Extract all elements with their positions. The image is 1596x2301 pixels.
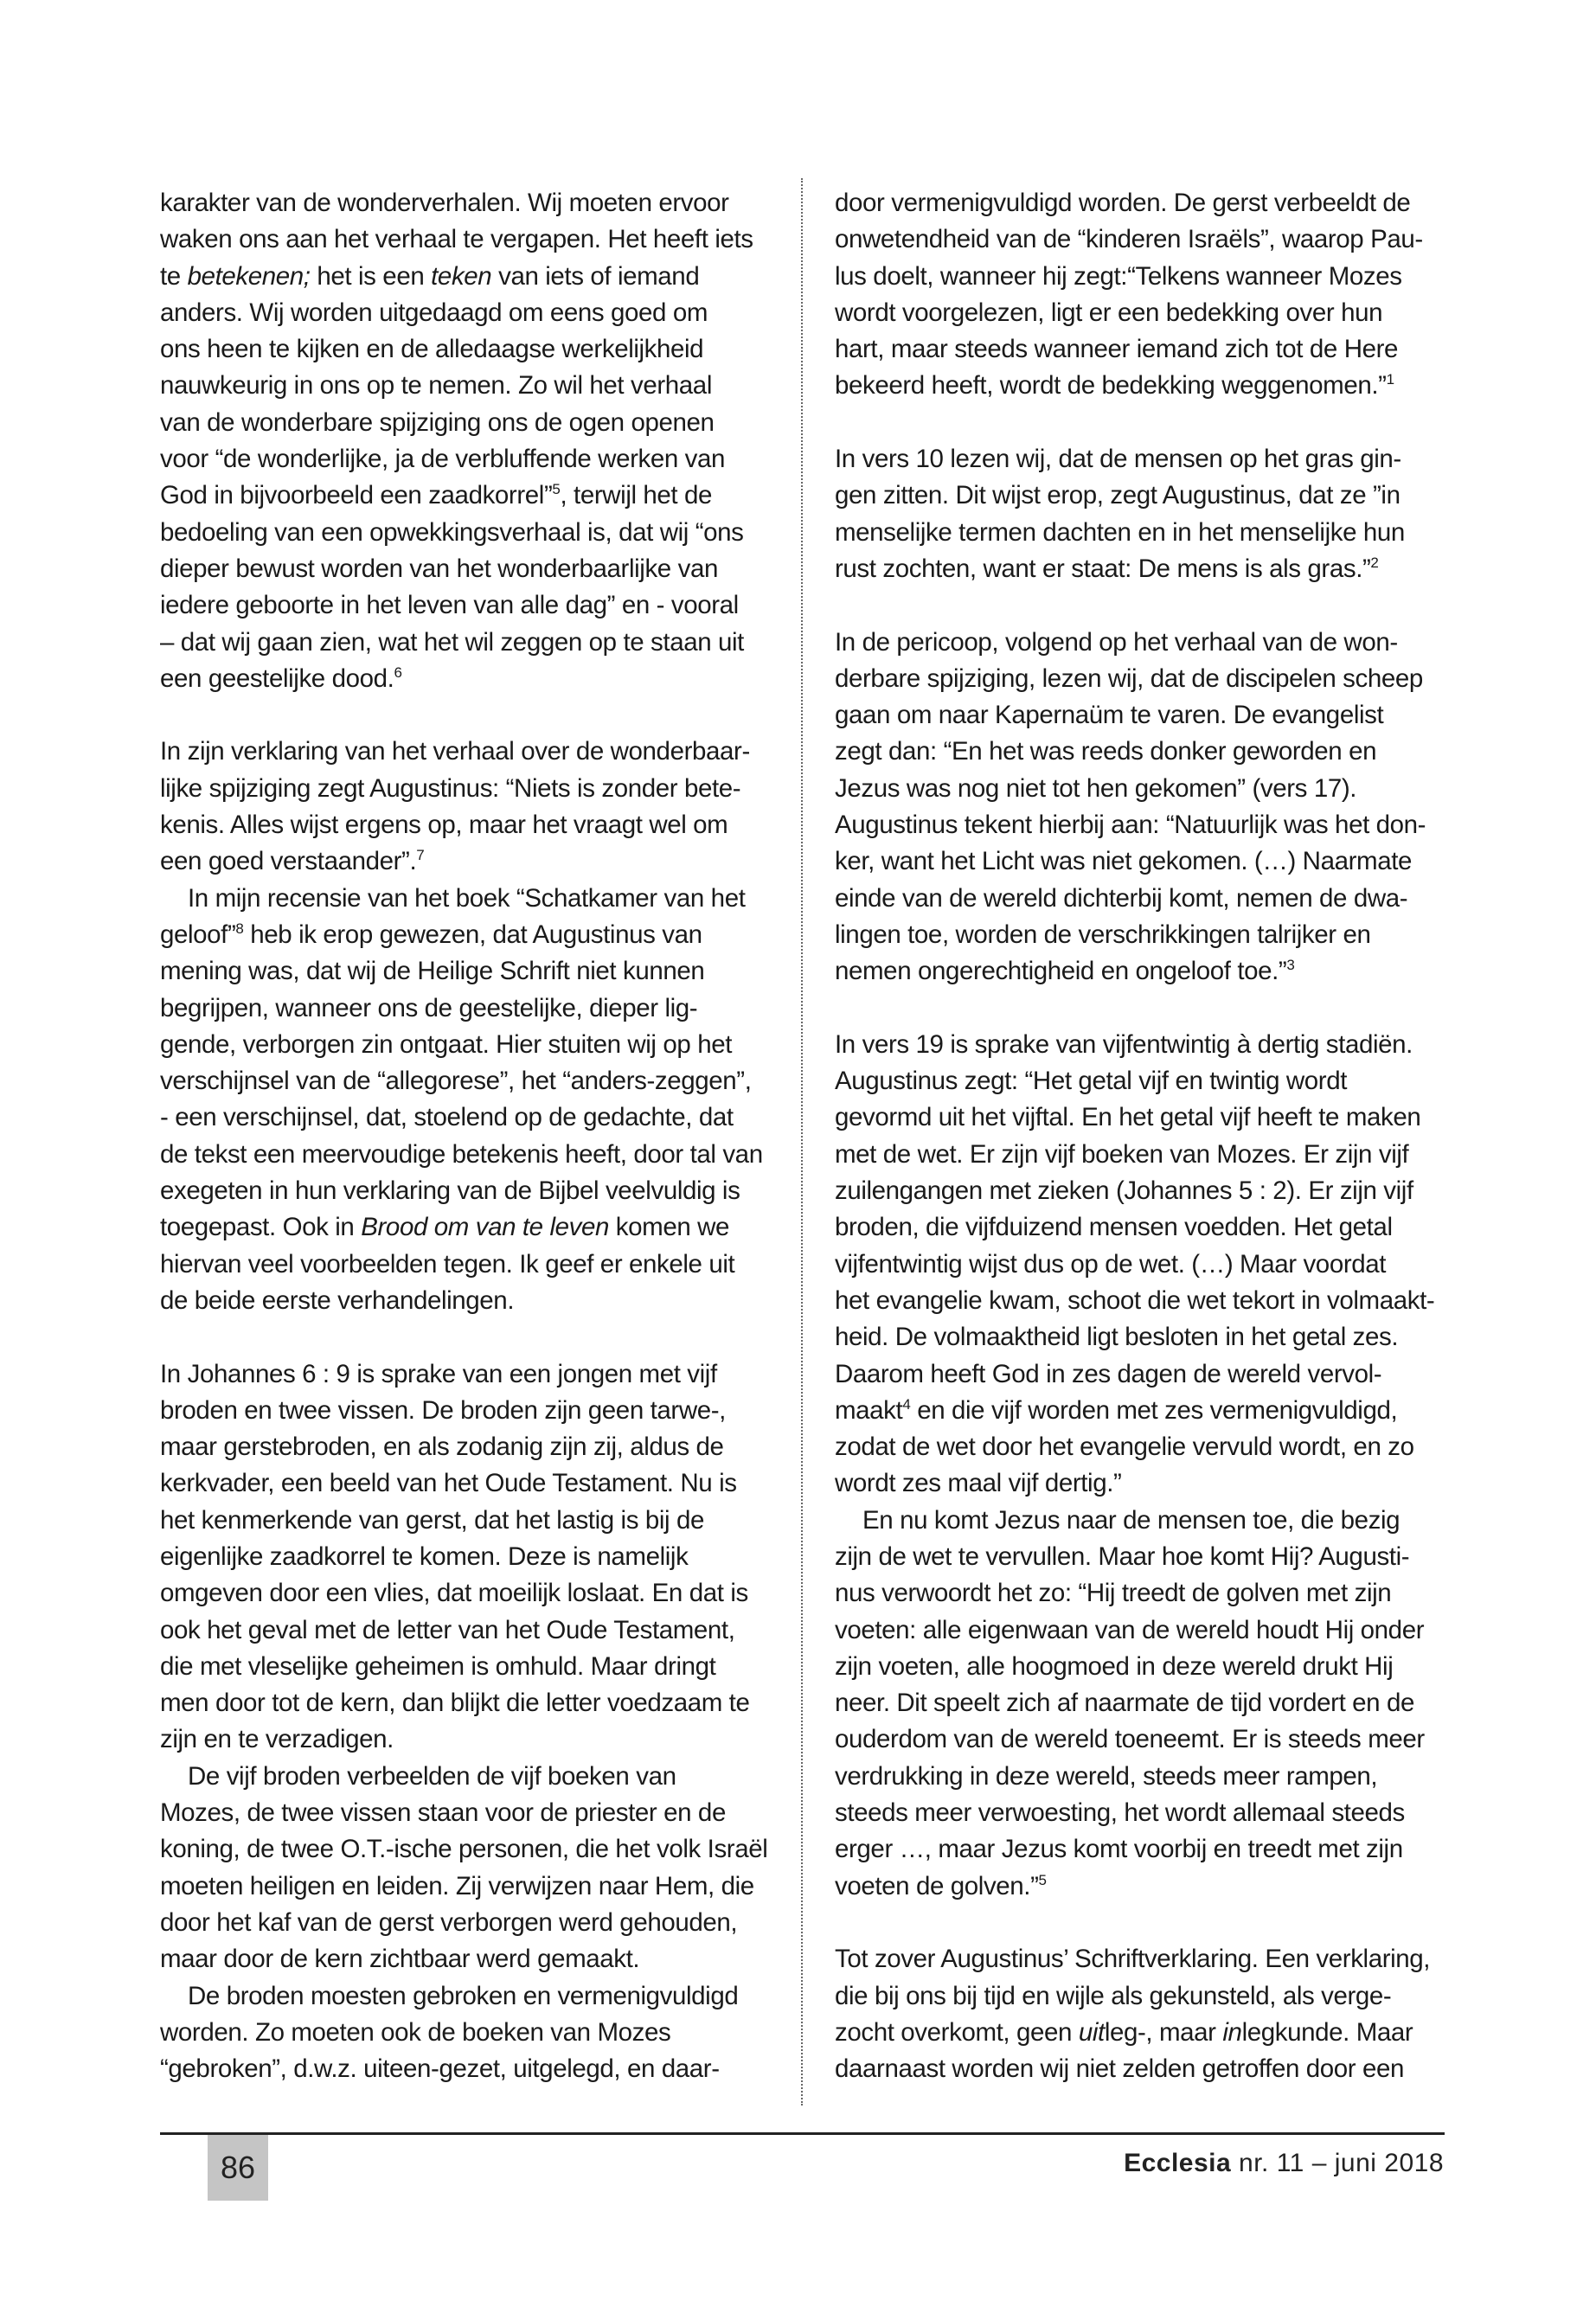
text-line bbox=[160, 1173, 776, 1209]
text-line bbox=[160, 1099, 776, 1136]
text-segment: menselijke termen dachten en in het menselijke hun bbox=[835, 517, 1405, 547]
text-segment: koning, de twee O.T.-ische personen, die het volk Israël bbox=[160, 1835, 768, 1864]
text-line bbox=[835, 331, 1451, 368]
text-segment: lus doelt, wanneer hij zegt:“Telkens wanneer Mozes bbox=[835, 261, 1402, 291]
text-segment: begrijpen, wanneer ons de geestelijke, dieper lig- bbox=[160, 993, 698, 1022]
text-segment: exegeten in hun verklaring van de Bijbel veelvuldig is bbox=[160, 1176, 740, 1206]
text-line bbox=[160, 1721, 776, 1758]
text-segment: maakt bbox=[835, 1395, 903, 1425]
text-line bbox=[835, 295, 1451, 331]
text-segment: – dat wij gaan zien, wat het wil zeggen op te staan uit bbox=[160, 627, 744, 657]
text-line bbox=[160, 405, 776, 441]
paragraph bbox=[160, 1978, 776, 2088]
paragraph bbox=[160, 881, 776, 1320]
text-segment: In de pericoop, volgend op het verhaal van de won- bbox=[835, 627, 1398, 657]
text-segment: legkunde. Maar bbox=[1241, 2017, 1413, 2047]
text-line bbox=[835, 259, 1451, 295]
text-segment: gevormd uit het vijftal. En het getal vijf heeft te maken bbox=[835, 1103, 1421, 1132]
text-line bbox=[160, 953, 776, 990]
text-line bbox=[160, 917, 776, 953]
text-line bbox=[160, 661, 776, 697]
text-line bbox=[835, 1393, 1451, 1429]
text-line bbox=[835, 1539, 1451, 1575]
text-segment: van de wonderbare spijziging ons de ogen openen bbox=[160, 407, 715, 437]
text-line bbox=[160, 1759, 776, 1795]
text-line bbox=[160, 1941, 776, 1977]
text-segment: God in bijvoorbeeld een zaadkorrel” bbox=[160, 481, 553, 510]
text-line bbox=[835, 881, 1451, 917]
text-segment: neer. Dit speelt zich af naarmate de tijd vordert en de bbox=[835, 1689, 1414, 1718]
italic-text: in bbox=[1222, 2017, 1242, 2047]
text-segment: geloof” bbox=[160, 920, 236, 949]
text-segment: gaan om naar Kapernaüm te varen. De evangelist bbox=[835, 701, 1384, 730]
text-segment: broden en twee vissen. De broden zijn geen tarwe-, bbox=[160, 1395, 726, 1425]
text-line bbox=[160, 1978, 776, 2015]
text-segment: De vijf broden verbeelden de vijf boeken van bbox=[188, 1761, 676, 1791]
text-line bbox=[160, 1209, 776, 1246]
text-line bbox=[835, 1649, 1451, 1685]
text-line bbox=[160, 1868, 776, 1905]
text-segment: een goed verstaander”. bbox=[160, 847, 417, 876]
text-segment: Augustinus zegt: “Het getal vijf en twintig wordt bbox=[835, 1067, 1348, 1096]
text-line bbox=[835, 1099, 1451, 1136]
text-line bbox=[160, 295, 776, 331]
journal-issue bbox=[1124, 2149, 1444, 2178]
text-segment: zodat de wet door het evangelie vervuld wordt, en zo bbox=[835, 1433, 1414, 1462]
text-line bbox=[835, 1575, 1451, 1612]
text-segment: Mozes, de twee vissen staan voor de priester en de bbox=[160, 1798, 726, 1828]
text-segment: zocht overkomt, geen bbox=[835, 2017, 1079, 2047]
paragraph bbox=[835, 1941, 1451, 2087]
text-segment: en die vijf worden met zes vermenigvuldigd, bbox=[910, 1395, 1398, 1425]
text-segment: bekeerd heeft, wordt de bedekking weggenomen.” bbox=[835, 371, 1387, 401]
text-line bbox=[835, 478, 1451, 514]
text-segment: In vers 10 lezen wij, dat de mensen op het gras gin- bbox=[835, 445, 1401, 474]
page-number: 86 bbox=[208, 2135, 268, 2201]
text-line bbox=[835, 1319, 1451, 1356]
text-segment: een geestelijke dood. bbox=[160, 663, 394, 693]
text-segment: , terwijl het de bbox=[560, 481, 713, 510]
paragraph bbox=[835, 441, 1451, 587]
text-segment: karakter van de wonderverhalen. Wij moeten ervoor bbox=[160, 189, 729, 217]
text-line bbox=[160, 1649, 776, 1685]
text-line bbox=[835, 2051, 1451, 2087]
text-segment: het is een bbox=[310, 261, 432, 291]
text-segment: voor “de wonderlijke, ja de verbluffende werken van bbox=[160, 445, 726, 474]
text-line bbox=[835, 441, 1451, 478]
text-segment: verschijnsel van de “allegorese”, het “anders-zeggen”, bbox=[160, 1067, 752, 1096]
text-line bbox=[160, 478, 776, 514]
text-segment: De broden moesten gebroken en vermenigvuldigd bbox=[188, 1981, 739, 2010]
text-segment: die bij ons bij tijd en wijle als gekunsteld, als verge- bbox=[835, 1981, 1392, 2010]
italic-text: betekenen; bbox=[187, 261, 311, 291]
text-segment: de beide eerste verhandelingen. bbox=[160, 1285, 515, 1315]
text-segment: onwetendheid van de “kinderen Israëls”, waarop Pau- bbox=[835, 225, 1423, 254]
text-line bbox=[835, 1685, 1451, 1721]
text-segment: ons heen te kijken en de alledaagse werkelijkheid bbox=[160, 335, 704, 364]
text-line bbox=[160, 843, 776, 880]
text-segment: gen zitten. Dit wijst erop, zegt Augustinus, dat ze ”in bbox=[835, 481, 1401, 510]
text-segment: verdrukking in deze wereld, steeds meer rampen, bbox=[835, 1761, 1378, 1791]
text-segment: daarnaast worden wij niet zelden getroffen door een bbox=[835, 2054, 1405, 2084]
text-segment: hart, maar steeds wanneer iemand zich tot de Here bbox=[835, 335, 1399, 364]
text-segment: zegt dan: “En het was reeds donker geworden en bbox=[835, 737, 1377, 766]
text-segment: In zijn verklaring van het verhaal over de wonderbaar- bbox=[160, 737, 750, 766]
text-line bbox=[835, 1027, 1451, 1063]
text-segment: die met vleselijke geheimen is omhuld. Maar dringt bbox=[160, 1651, 716, 1681]
issue-label: nr. 11 – juni 2018 bbox=[1231, 2149, 1444, 2177]
text-segment: het kenmerkende van gerst, dat het lastig is bij de bbox=[160, 1505, 704, 1535]
text-segment: heb ik erop gewezen, dat Augustinus van bbox=[243, 920, 702, 949]
text-line bbox=[835, 2015, 1451, 2051]
text-segment: En nu komt Jezus naar de mensen toe, die bezig bbox=[862, 1505, 1401, 1535]
text-line bbox=[835, 1283, 1451, 1319]
left-column bbox=[160, 185, 776, 2087]
text-segment: moeten heiligen en leiden. Zij verwijzen naar Hem, die bbox=[160, 1871, 754, 1900]
text-segment: van iets of iemand bbox=[491, 261, 700, 291]
text-segment: rust zochten, want er staat: De mens is als gras.” bbox=[835, 554, 1371, 583]
text-line bbox=[160, 990, 776, 1027]
text-segment: einde van de wereld dichterbij komt, nemen de dwa- bbox=[835, 883, 1408, 913]
text-segment: maar gerstebroden, en als zodanig zijn zij, aldus de bbox=[160, 1433, 724, 1462]
text-segment: met de wet. Er zijn vijf boeken van Mozes. Er zijn vijf bbox=[835, 1139, 1409, 1169]
text-segment: “gebroken”, d.w.z. uiteen-gezet, uitgelegd, en daar- bbox=[160, 2054, 720, 2084]
text-line bbox=[835, 368, 1451, 404]
text-segment: door het kaf van de gerst verborgen werd gehouden, bbox=[160, 1907, 738, 1937]
text-line bbox=[835, 697, 1451, 734]
paragraph bbox=[835, 1503, 1451, 1905]
text-line bbox=[835, 1137, 1451, 1173]
text-segment: de tekst een meervoudige betekenis heeft, door tal van bbox=[160, 1139, 763, 1169]
text-line bbox=[835, 1209, 1451, 1246]
text-segment: zijn voeten, alle hoogmoed in deze wereld drukt Hij bbox=[835, 1651, 1394, 1681]
text-line bbox=[835, 1356, 1451, 1393]
footnote-reference: 8 bbox=[235, 920, 244, 938]
column-divider bbox=[801, 178, 803, 2106]
text-line bbox=[835, 1063, 1451, 1099]
text-segment: mening was, dat wij de Heilige Schrift niet kunnen bbox=[160, 957, 705, 986]
text-line bbox=[835, 1868, 1451, 1905]
text-line bbox=[835, 1721, 1451, 1758]
text-line bbox=[835, 1503, 1451, 1539]
text-line bbox=[835, 515, 1451, 551]
text-line bbox=[835, 917, 1451, 953]
paragraph bbox=[160, 185, 776, 697]
text-line bbox=[160, 771, 776, 807]
text-segment: steeds meer verwoesting, het wordt allemaal steeds bbox=[835, 1798, 1405, 1828]
text-segment: Tot zover Augustinus’ Schriftverklaring. Een verklaring, bbox=[835, 1945, 1431, 1974]
text-line bbox=[160, 368, 776, 404]
text-line bbox=[835, 1429, 1451, 1465]
footer-rule bbox=[160, 2132, 1445, 2135]
text-segment: zijn de wet te vervullen. Maar hoe komt Hij? Augusti- bbox=[835, 1541, 1410, 1571]
text-segment: hiervan veel voorbeelden tegen. Ik geef er enkele uit bbox=[160, 1249, 735, 1279]
text-line bbox=[160, 1283, 776, 1319]
paragraph bbox=[160, 734, 776, 880]
text-segment: kerkvader, een beeld van het Oude Testament. Nu is bbox=[160, 1469, 737, 1498]
footnote-reference: 1 bbox=[1386, 371, 1394, 388]
text-segment: het evangelie kwam, schoot die wet tekort in volmaakt- bbox=[835, 1285, 1435, 1315]
text-line bbox=[160, 734, 776, 770]
text-line bbox=[160, 1503, 776, 1539]
italic-text: Brood om van te leven bbox=[361, 1213, 610, 1242]
text-line bbox=[160, 1612, 776, 1649]
paragraph bbox=[160, 1759, 776, 1978]
text-line bbox=[835, 625, 1451, 661]
journal-name: Ecclesia bbox=[1124, 2149, 1232, 2177]
text-segment: dieper bewust worden van het wonderbaarlijke van bbox=[160, 554, 718, 583]
text-line bbox=[835, 807, 1451, 843]
text-segment: vijfentwintig wijst dus op de wet. (…) Maar voordat bbox=[835, 1249, 1387, 1279]
text-line bbox=[835, 661, 1451, 697]
text-segment: kenis. Alles wijst ergens op, maar het vraagt wel om bbox=[160, 811, 728, 840]
text-line bbox=[160, 2015, 776, 2051]
text-segment: - een verschijnsel, dat, stoelend op de gedachte, dat bbox=[160, 1103, 734, 1132]
footnote-reference: 2 bbox=[1370, 554, 1379, 572]
text-line bbox=[160, 625, 776, 661]
text-segment: gende, verborgen zin ontgaat. Hier stuiten wij op het bbox=[160, 1029, 733, 1059]
text-segment: leg-, maar bbox=[1104, 2017, 1223, 2047]
text-segment: komen we bbox=[609, 1213, 730, 1242]
text-line bbox=[160, 1027, 776, 1063]
text-line bbox=[835, 1795, 1451, 1831]
italic-text: teken bbox=[431, 261, 492, 291]
text-line bbox=[835, 1941, 1451, 1977]
text-segment: erger …, maar Jezus komt voorbij en treedt met zijn bbox=[835, 1835, 1403, 1864]
text-segment: door vermenigvuldigd worden. De gerst verbeeldt de bbox=[835, 189, 1411, 217]
text-line bbox=[835, 185, 1451, 221]
text-line bbox=[160, 551, 776, 587]
text-line bbox=[835, 1759, 1451, 1795]
text-line bbox=[160, 259, 776, 295]
footnote-reference: 4 bbox=[902, 1395, 911, 1413]
text-line bbox=[835, 734, 1451, 770]
text-line bbox=[835, 1612, 1451, 1649]
text-line bbox=[160, 587, 776, 624]
text-line bbox=[160, 515, 776, 551]
text-line bbox=[160, 1393, 776, 1429]
text-line bbox=[160, 1795, 776, 1831]
text-line bbox=[160, 2051, 776, 2087]
text-line bbox=[835, 1173, 1451, 1209]
text-line bbox=[160, 1575, 776, 1612]
text-segment: lingen toe, worden de verschrikkingen talrijker en bbox=[835, 920, 1371, 949]
text-line bbox=[160, 1831, 776, 1868]
text-line bbox=[835, 551, 1451, 587]
italic-text: uit bbox=[1078, 2017, 1105, 2047]
text-segment: In vers 19 is sprake van vijfentwintig à dertig stadiën. bbox=[835, 1029, 1413, 1059]
text-segment: voeten de golven.” bbox=[835, 1871, 1039, 1900]
text-segment: toegepast. Ook in bbox=[160, 1213, 362, 1242]
text-segment: derbare spijziging, lezen wij, dat de discipelen scheep bbox=[835, 663, 1423, 693]
text-line bbox=[835, 1465, 1451, 1502]
text-line bbox=[160, 441, 776, 478]
text-line bbox=[160, 881, 776, 917]
text-line bbox=[835, 221, 1451, 258]
text-segment: ouderdom van de wereld toeneemt. Er is steeds meer bbox=[835, 1725, 1425, 1754]
text-line bbox=[160, 1905, 776, 1941]
text-line bbox=[160, 807, 776, 843]
text-segment: te bbox=[160, 261, 188, 291]
text-segment: Jezus was nog niet tot hen gekomen” (vers 17). bbox=[835, 773, 1357, 803]
text-segment: iedere geboorte in het leven van alle dag” en - vooral bbox=[160, 591, 739, 620]
text-segment: In Johannes 6 : 9 is sprake van een jongen met vijf bbox=[160, 1359, 717, 1388]
text-segment: omgeven door een vlies, dat moeilijk loslaat. En dat is bbox=[160, 1579, 748, 1608]
text-line bbox=[835, 843, 1451, 880]
text-segment: nauwkeurig in ons op te nemen. Zo wil het verhaal bbox=[160, 371, 712, 401]
text-line bbox=[160, 1356, 776, 1393]
text-segment: heid. De volmaaktheid ligt besloten in het getal zes. bbox=[835, 1323, 1399, 1352]
text-segment: ker, want het Licht was niet gekomen. (…) Naarmate bbox=[835, 847, 1412, 876]
text-segment: broden, die vijfduizend mensen voedden. Het getal bbox=[835, 1213, 1393, 1242]
text-line bbox=[160, 1685, 776, 1721]
footnote-reference: 7 bbox=[416, 847, 425, 864]
text-line bbox=[835, 1831, 1451, 1868]
paragraph bbox=[835, 1027, 1451, 1503]
text-line bbox=[160, 1429, 776, 1465]
text-segment: Daarom heeft God in zes dagen de wereld vervol- bbox=[835, 1359, 1382, 1388]
text-segment: zuilengangen met zieken (Johannes 5 : 2). Er zijn vijf bbox=[835, 1176, 1413, 1206]
footnote-reference: 3 bbox=[1286, 957, 1295, 974]
text-segment: eigenlijke zaadkorrel te komen. Deze is namelijk bbox=[160, 1541, 689, 1571]
text-segment: worden. Zo moeten ook de boeken van Mozes bbox=[160, 2017, 671, 2047]
text-segment: nus verwoordt het zo: “Hij treedt de golven met zijn bbox=[835, 1579, 1392, 1608]
text-line bbox=[160, 221, 776, 258]
footnote-reference: 5 bbox=[1038, 1871, 1047, 1888]
text-segment: wordt zes maal vijf dertig.” bbox=[835, 1469, 1122, 1498]
text-segment: Augustinus tekent hierbij aan: “Natuurlijk was het don- bbox=[835, 811, 1426, 840]
footnote-reference: 6 bbox=[394, 664, 402, 682]
text-line bbox=[160, 331, 776, 368]
text-segment: In mijn recensie van het boek “Schatkamer van het bbox=[188, 883, 746, 913]
text-line bbox=[160, 1465, 776, 1502]
text-segment: bedoeling van een opwekkingsverhaal is, dat wij “ons bbox=[160, 517, 744, 547]
text-line bbox=[160, 1063, 776, 1099]
paragraph bbox=[160, 1356, 776, 1759]
text-segment: men door tot de kern, dan blijkt die letter voedzaam te bbox=[160, 1689, 750, 1718]
text-segment: lijke spijziging zegt Augustinus: “Niets is zonder bete- bbox=[160, 773, 741, 803]
text-line bbox=[160, 1247, 776, 1283]
text-segment: ook het geval met de letter van het Oude Testament, bbox=[160, 1615, 735, 1644]
text-segment: maar door de kern zichtbaar werd gemaakt. bbox=[160, 1945, 640, 1974]
text-line bbox=[160, 1137, 776, 1173]
text-segment: waken ons aan het verhaal te vergapen. Het heeft iets bbox=[160, 225, 753, 254]
text-line bbox=[835, 771, 1451, 807]
right-column bbox=[835, 185, 1451, 2087]
text-segment: zijn en te verzadigen. bbox=[160, 1725, 394, 1754]
text-line bbox=[835, 1978, 1451, 2015]
text-line bbox=[160, 1539, 776, 1575]
text-segment: voeten: alle eigenwaan van de wereld houdt Hij onder bbox=[835, 1615, 1425, 1644]
text-line bbox=[835, 953, 1451, 990]
paragraph bbox=[835, 625, 1451, 990]
text-segment: nemen ongerechtigheid en ongeloof toe.” bbox=[835, 957, 1287, 986]
text-segment: anders. Wij worden uitgedaagd om eens goed om bbox=[160, 298, 708, 327]
text-line bbox=[160, 185, 776, 221]
footnote-reference: 5 bbox=[552, 481, 561, 498]
text-line bbox=[835, 1247, 1451, 1283]
text-segment: wordt voorgelezen, ligt er een bedekking over hun bbox=[835, 298, 1383, 327]
paragraph bbox=[835, 185, 1451, 405]
